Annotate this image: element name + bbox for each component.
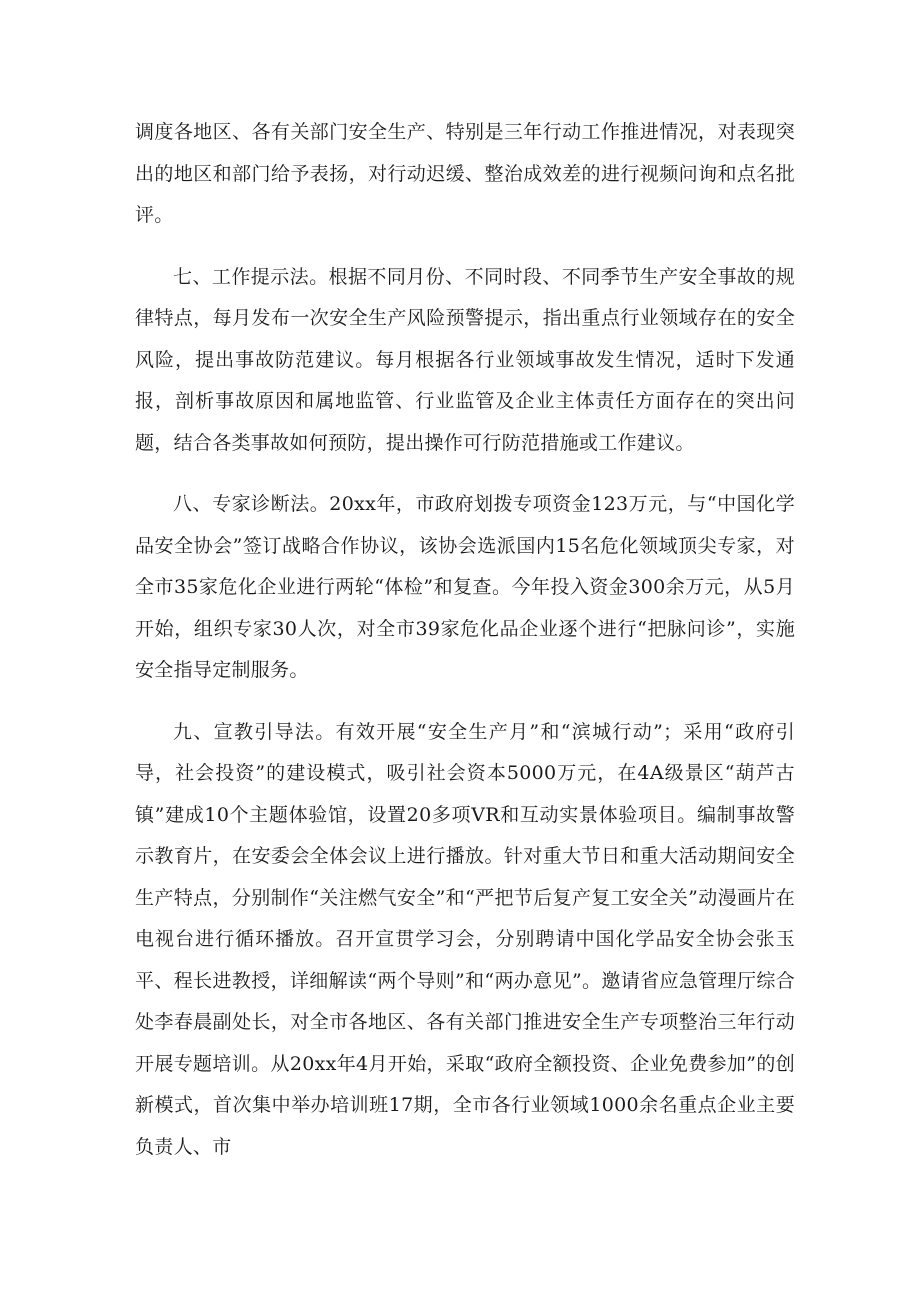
document-body [135,112,795,1168]
paragraph-expert-diagnosis-method: 八、专家诊断法。20xx年，市政府划拨专项资金123万元，与“中国化学品安全协会”签订战略合作协议，该协会选派国内15名危化领域顶尖专家，对全市35家危化企业进行两轮“体检”和复查。今年投入资金300余万元，从5月开始，组织专家30人次，对全市39家危化品企业逐个进行“把脉问诊”，实施安全指导定制服务。 [135,493,795,681]
paragraph-publicity-guidance-method: 九、宣教引导法。有效开展“安全生产月”和“滨城行动”；采用“政府引导，社会投资”的建设模式，吸引社会资本5000万元，在4A级景区“葫芦古镇”建成10个主题体验馆，设置20多项VR和互动实景体验项目。编制事故警示教育片，在安委会全体会议上进行播放。针对重大节日和重大活动期间安全生产特点，分别制作“关注燃气安全”和“严把节后复产复工安全关”动漫画片在电视台进行循环播放。召开宣贯学习会，分别聘请中国化学品安全协会张玉平、程长进教授，详细解读“两个导则”和“两办意见”。邀请省应急管理厅综合处李春晨副处长，对全市各地区、各有关部门推进安全生产专项整治三年行动开展专题培训。从20xx年4月开始，采取“政府全额投资、企业免费参加”的创新模式，首次集中举办培训班17期，全市各行业领域1000余名重点企业主要负责人、市 [135,720,795,1158]
paragraph-work-reminder-method: 七、工作提示法。根据不同月份、不同时段、不同季节生产安全事故的规律特点，每月发布一次安全生产风险预警提示，指出重点行业领域存在的安全风险，提出事故防范建议。每月根据各行业领域事故发生情况，适时下发通报，剖析事故原因和属地监管、行业监管及企业主体责任方面存在的突出问题，结合各类事故如何预防，提出操作可行防范措施或工作建议。 [135,265,795,454]
paragraph-continuation: 调度各地区、各有关部门安全生产、特别是三年行动工作推进情况，对表现突出的地区和部门给予表扬，对行动迟缓、整治成效差的进行视频问询和点名批评。 [135,121,795,226]
